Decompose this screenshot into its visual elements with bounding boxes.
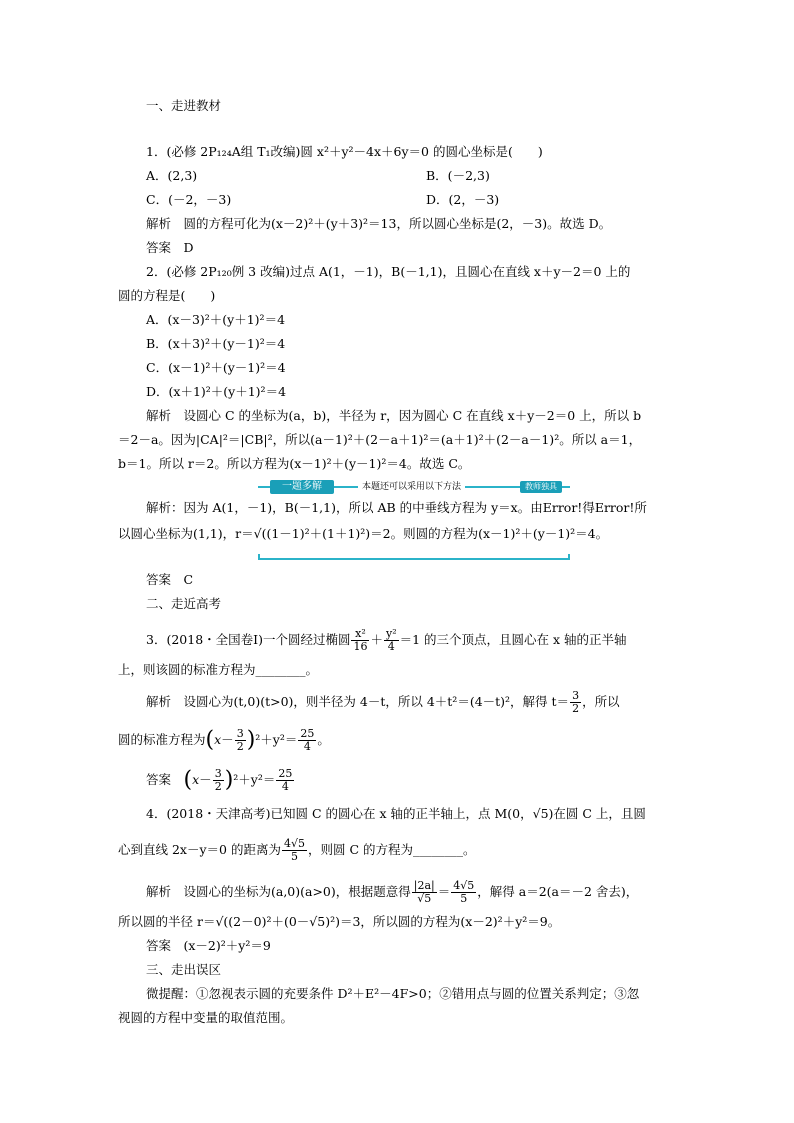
q2-analysis-line1: 解析 设圆心 C 的坐标为(a，b)，半径为 r，因为圆心 C 在直线 x＋y－2＝0 上，所以 b	[146, 408, 642, 423]
q4-analysis-line2: 所以圆的半径 r＝√((2－0)²＋(0－√5)²)＝3，所以圆的方程为(x－2)²＋y²＝9。	[118, 914, 561, 929]
frac-den: 5	[460, 892, 468, 905]
frac-den: 4	[303, 740, 311, 753]
frac-den: 16	[353, 640, 368, 653]
fraction	[412, 880, 437, 905]
frac-den: 2	[236, 740, 244, 753]
q4-analysis-text-b: ，解得 a＝2(a＝－2 舍去)，	[477, 884, 639, 899]
alt-solution-box-bottom	[258, 558, 570, 560]
q3-analysis-line1	[146, 690, 620, 715]
banner-tag: 一题多解	[270, 480, 334, 494]
paren-open: (	[183, 767, 193, 793]
fraction	[351, 628, 369, 653]
frac-den: 4	[281, 780, 289, 793]
q1-option-b: B．(－2,3)	[426, 168, 490, 183]
frac-den: √5	[417, 892, 432, 905]
q2-alt-line1: 解析：因为 A(1，－1)，B(－1,1)，所以 AB 的中垂线方程为 y＝x。由Error!得Error!所	[146, 500, 647, 515]
q2-option-a: A．(x－3)²＋(y＋1)²＝4	[146, 312, 286, 327]
q4-stem-text-a: 心到直线 2x－y＝0 的距离为	[118, 842, 281, 857]
q2-stem-line2: 圆的方程是( )	[118, 288, 216, 303]
fraction	[282, 838, 307, 863]
q3-analysis-line2: 圆的标准方程为(x－ $\frac{3}{2}$ )²＋y²＝ $\frac{25}{4}$ 。	[118, 727, 330, 753]
fraction	[213, 768, 224, 793]
q2-stem-line1: 2．(必修 2P₁₂₀例 3 改编)过点 A(1，－1)，B(－1,1)，且圆心在直线 x＋y－2＝0 上的	[146, 264, 631, 279]
section-heading-2: 二、走近高考	[146, 596, 222, 611]
frac-num: x²	[351, 628, 369, 641]
frac-den: 2	[572, 702, 580, 715]
q2-analysis-line3: b＝1。所以 r＝2。所以方程为(x－1)²＋(y－1)²＝4。故选 C。	[118, 456, 471, 471]
q1-option-d: D．(2，－3)	[426, 192, 500, 207]
alt-solution-banner	[258, 480, 570, 494]
paren-open: (	[205, 727, 215, 753]
q2-answer: 答案 C	[146, 572, 194, 587]
fraction	[570, 690, 581, 715]
q3-analysis-text-b: ，所以	[582, 694, 620, 709]
q4-stem-text-b: ，则圆 C 的方程为________。	[307, 842, 476, 857]
q3-analysis-text-c: 圆的标准方程为	[118, 732, 206, 747]
q4-stem-line2	[118, 838, 476, 863]
fraction	[451, 880, 476, 905]
fraction	[276, 768, 294, 793]
fraction	[298, 728, 316, 753]
q3-answer: 答案 (x－ $\frac{3}{2}$ )²＋y²＝ $\frac{25}{4}$	[146, 767, 293, 793]
q4-equals: ＝	[437, 884, 451, 899]
banner-note: 本题还可以采用以下方法	[358, 480, 465, 494]
q1-option-a: A．(2,3)	[146, 168, 198, 183]
frac-num: 4√5	[283, 837, 305, 850]
q3-answer-text: ²＋y²＝	[233, 772, 276, 787]
q4-answer: 答案 (x－2)²＋y²＝9	[146, 938, 271, 953]
q2-option-b: B．(x＋3)²＋(y－1)²＝4	[146, 336, 286, 351]
frac-num: 25	[300, 727, 315, 740]
q3-stem-line2: 上，则该圆的标准方程为________。	[118, 662, 319, 677]
banner-badge: 教师独具	[520, 481, 562, 493]
frac-num: 3	[214, 767, 222, 780]
section-heading-1: 一、走进教材	[146, 98, 222, 113]
q3-stem-text-b: ＝1 的三个顶点，且圆心在 x 轴的正半轴	[399, 632, 627, 647]
q2-option-d: D．(x＋1)²＋(y＋1)²＝4	[146, 384, 287, 399]
q1-option-c: C．(－2，－3)	[146, 192, 232, 207]
frac-num: 25	[278, 767, 293, 780]
q3-answer-label: 答案	[146, 772, 184, 787]
q3-analysis-text-d: ²＋y²＝	[255, 732, 298, 747]
q4-analysis-text-a: 解析 设圆心的坐标为(a,0)(a>0)，根据题意得	[146, 884, 411, 899]
q3-analysis-text-a: 解析 设圆心为(t,0)(t>0)，则半径为 4－t，所以 4＋t²＝(4－t)²，解得 t＝	[146, 694, 570, 709]
q1-answer: 答案 D	[146, 240, 194, 255]
frac-num: 3	[572, 689, 580, 702]
frac-den: 4	[387, 640, 395, 653]
q1-analysis: 解析 圆的方程可化为(x－2)²＋(y＋3)²＝13，所以圆心坐标是(2，－3)。故选 D。	[146, 216, 612, 231]
tip-line2: 视圆的方程中变量的取值范围。	[118, 1010, 294, 1025]
frac-num: |2a|	[413, 879, 435, 892]
q3-stem-line1: 3．(2018・全国卷Ⅰ)一个圆经过椭圆 $\frac{\text{x²}}{16}$ ＋ $\frac{\text{y²}}{4}$ ＝1 的三个顶点，且圆心在 x 轴的正半轴	[146, 627, 627, 653]
q4-stem-line1: 4．(2018・天津高考)已知圆 C 的圆心在 x 轴的正半轴上，点 M(0，√5)在圆 C 上，且圆	[146, 806, 646, 821]
q3-analysis-text-e: 。	[317, 732, 330, 747]
frac-den: 5	[290, 850, 298, 863]
section-heading-3: 三、走出误区	[146, 962, 222, 977]
frac-num: 4√5	[453, 879, 475, 892]
frac-den: 2	[214, 780, 222, 793]
q1-stem: 1．(必修 2P₁₂₄A组 T₁改编)圆 x²＋y²－4x＋6y＝0 的圆心坐标是( )	[146, 144, 543, 159]
fraction	[384, 628, 399, 653]
paren-close: )	[246, 727, 256, 753]
paren-close: )	[224, 767, 234, 793]
q3-stem-text-a: 3．(2018・全国卷Ⅰ)一个圆经过椭圆	[146, 632, 351, 647]
fraction	[235, 728, 246, 753]
q2-analysis-line2: ＝2－a。因为|CA|²＝|CB|²，所以(a－1)²＋(2－a＋1)²＝(a＋1)²＋(2－a－1)²。所以 a＝1，	[118, 432, 642, 447]
frac-num: y²	[385, 627, 397, 640]
q2-option-c: C．(x－1)²＋(y－1)²＝4	[146, 360, 286, 375]
frac-num: 3	[236, 727, 244, 740]
q4-analysis-line1	[146, 880, 638, 905]
tip-line1: 微提醒：①忽视表示圆的充要条件 D²＋E²－4F>0；②错用点与圆的位置关系判定；③忽	[146, 986, 640, 1001]
q2-alt-line2: 以圆心坐标为(1,1)，r＝√((1－1)²＋(1＋1)²)＝2。则圆的方程为(x－1)²＋(y－1)²＝4。	[118, 526, 609, 541]
